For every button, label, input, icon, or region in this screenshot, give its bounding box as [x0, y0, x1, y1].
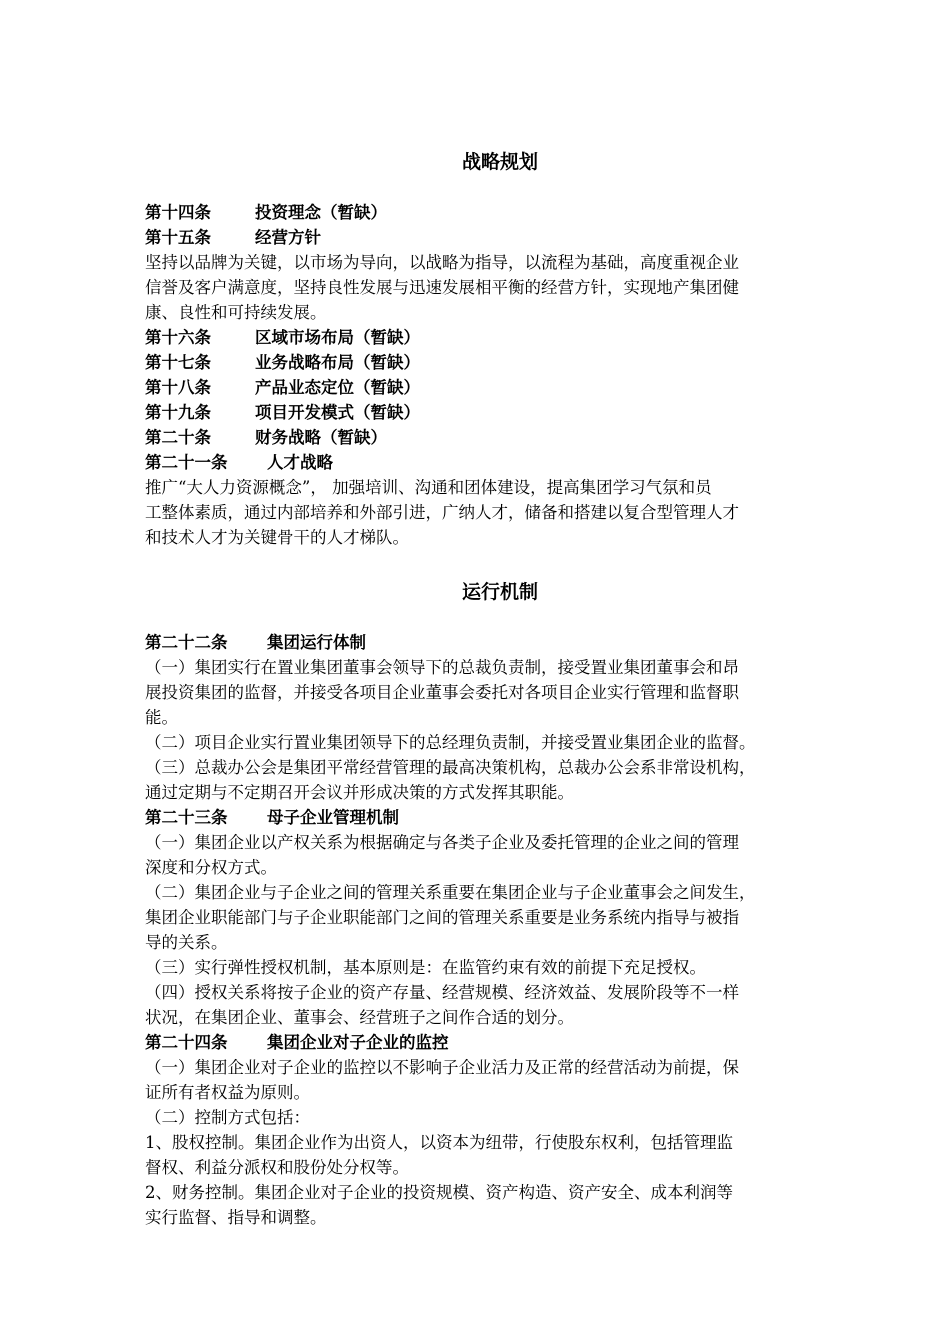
- paragraph-line: 和技术人才为关键骨干的人才梯队。: [145, 528, 409, 547]
- article-number: 第二十二条: [145, 633, 228, 652]
- paragraph-line: 工整体素质，通过内部培养和外部引进，广纳人才，储备和搭建以复合型管理人才: [145, 503, 739, 522]
- article-title: 业务战略布局（暂缺）: [255, 353, 420, 372]
- paragraph-line: 通过定期与不定期召开会议并形成决策的方式发挥其职能。: [145, 783, 574, 802]
- article-title: 母子企业管理机制: [267, 808, 399, 827]
- article-number: 第十九条: [145, 403, 211, 422]
- article-22-body: [145, 655, 855, 805]
- article-22: [145, 630, 855, 655]
- article-title: 项目开发模式（暂缺）: [255, 403, 420, 422]
- article-title: 区域市场布局（暂缺）: [255, 328, 420, 347]
- article-24: [145, 1030, 855, 1055]
- paragraph-line: （一）集团企业以产权关系为根据确定与各类子企业及委托管理的企业之间的管理: [145, 833, 739, 852]
- paragraph-line: （三）总裁办公会是集团平常经营管理的最高决策机构，总裁办公会系非常设机构，: [145, 758, 756, 777]
- article-title: 人才战略: [267, 453, 333, 472]
- article-19: [145, 400, 855, 425]
- article-number: 第十七条: [145, 353, 211, 372]
- article-number: 第十四条: [145, 203, 211, 222]
- paragraph-line: （一）集团实行在置业集团董事会领导下的总裁负责制，接受置业集团董事会和昂: [145, 658, 739, 677]
- article-title: 经营方针: [255, 228, 321, 247]
- article-title: 产品业态定位（暂缺）: [255, 378, 420, 397]
- article-21: [145, 450, 855, 475]
- paragraph-line: 督权、利益分派权和股份处分权等。: [145, 1158, 409, 1177]
- article-20: [145, 425, 855, 450]
- article-number: 第二十三条: [145, 808, 228, 827]
- article-title: 投资理念（暂缺）: [255, 203, 387, 222]
- paragraph-line: 实行监督、指导和调整。: [145, 1208, 327, 1227]
- article-number: 第十六条: [145, 328, 211, 347]
- business-policy-paragraph: [145, 250, 855, 325]
- article-16: [145, 325, 855, 350]
- paragraph-line: 状况，在集团企业、董事会、经营班子之间作合适的划分。: [145, 1008, 574, 1027]
- paragraph-line: 康、良性和可持续发展。: [145, 303, 327, 322]
- paragraph-line: 信誉及客户满意度，坚持良性发展与迅速发展相平衡的经营方针，实现地产集团健: [145, 278, 739, 297]
- section-title-operation: 运行机制: [461, 581, 538, 603]
- paragraph-line: （一）集团企业对子企业的监控以不影响子企业活力及正常的经营活动为前提，保: [145, 1058, 739, 1077]
- paragraph-line: （四）授权关系将按子企业的资产存量、经营规模、经济效益、发展阶段等不一样: [145, 983, 739, 1002]
- article-number: 第二十一条: [145, 453, 228, 472]
- article-23: [145, 805, 855, 830]
- article-number: 第十五条: [145, 228, 211, 247]
- paragraph-line: 推广“大人力资源概念”， 加强培训、沟通和团体建设，提高集团学习气氛和员: [145, 478, 712, 497]
- paragraph-line: （二）控制方式包括：: [145, 1108, 310, 1127]
- paragraph-line: 集团企业职能部门与子企业职能部门之间的管理关系重要是业务系统内指导与被指: [145, 908, 739, 927]
- talent-strategy-paragraph: [145, 475, 855, 550]
- paragraph-line: 证所有者权益为原则。: [145, 1083, 310, 1102]
- paragraph-line: 1、股权控制。集团企业作为出资人，以资本为纽带，行使股东权利，包括管理监: [145, 1133, 733, 1152]
- paragraph-line: （二）集团企业与子企业之间的管理关系重要在集团企业与子企业董事会之间发生，: [145, 883, 756, 902]
- article-23-body: [145, 830, 855, 1030]
- paragraph-line: （三）实行弹性授权机制，基本原则是：在监管约束有效的前提下充足授权。: [145, 958, 706, 977]
- paragraph-line: 能。: [145, 708, 178, 727]
- section-title-strategy: 战略规划: [461, 151, 538, 173]
- article-number: 第十八条: [145, 378, 211, 397]
- article-15: [145, 225, 855, 250]
- paragraph-line: 坚持以品牌为关键，以市场为导向，以战略为指导，以流程为基础，高度重视企业: [145, 253, 739, 272]
- article-title: 集团运行体制: [267, 633, 366, 652]
- paragraph-line: 展投资集团的监督，并接受各项目企业董事会委托对各项目企业实行管理和监督职: [145, 683, 739, 702]
- article-title: 财务战略（暂缺）: [255, 428, 387, 447]
- paragraph-line: 导的关系。: [145, 933, 228, 952]
- article-number: 第二十四条: [145, 1033, 228, 1052]
- paragraph-line: 深度和分权方式。: [145, 858, 277, 877]
- article-title: 集团企业对子企业的监控: [267, 1033, 449, 1052]
- document-page: [145, 148, 855, 1230]
- article-17: [145, 350, 855, 375]
- article-14: [145, 200, 855, 225]
- article-number: 第二十条: [145, 428, 211, 447]
- article-24-body: [145, 1055, 855, 1230]
- article-18: [145, 375, 855, 400]
- paragraph-line: （二）项目企业实行置业集团领导下的总经理负责制，并接受置业集团企业的监督。: [145, 733, 756, 752]
- paragraph-line: 2、财务控制。集团企业对子企业的投资规模、资产构造、资产安全、成本利润等: [145, 1183, 733, 1202]
